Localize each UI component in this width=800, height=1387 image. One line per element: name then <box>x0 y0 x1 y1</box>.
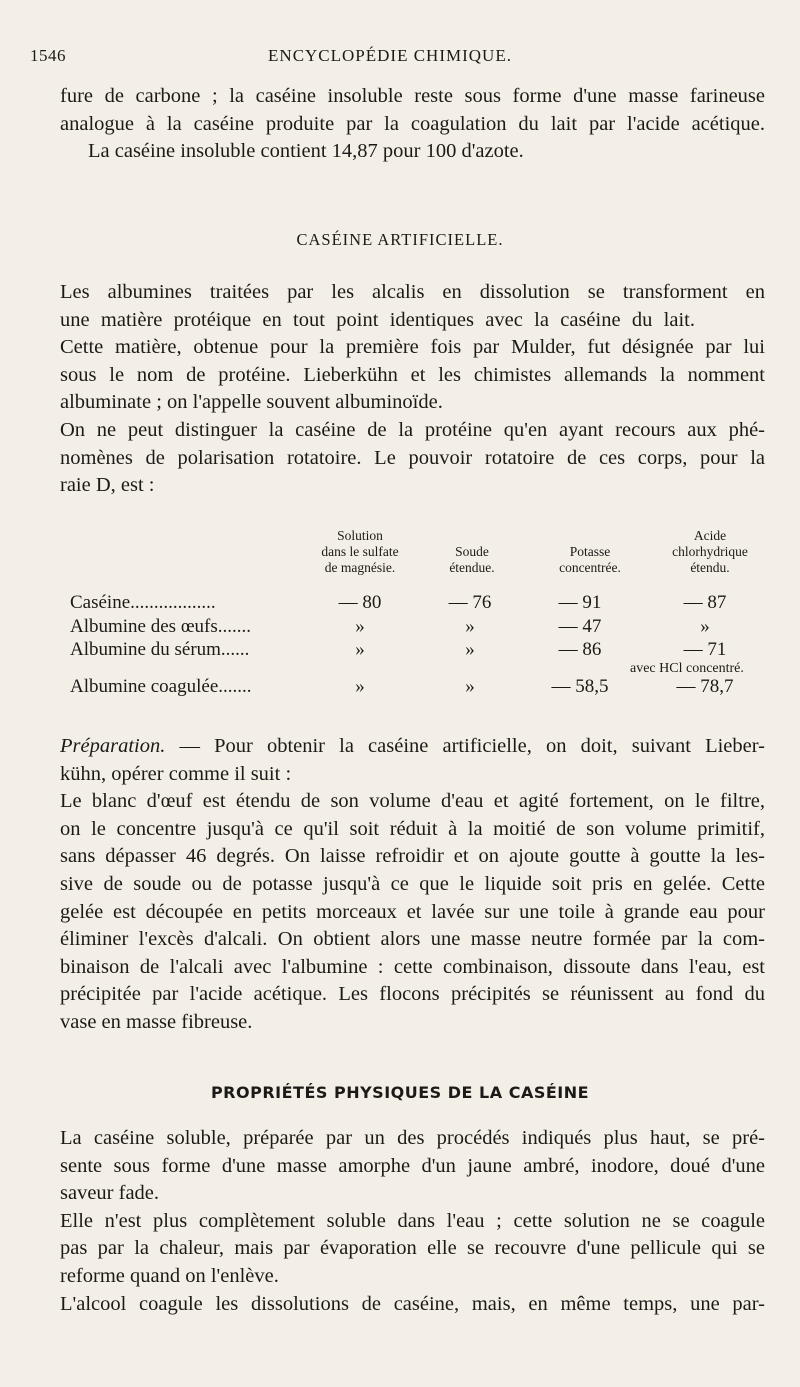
text-line: une matière protéique en tout point identiques avec la caséine du lait. <box>60 308 695 331</box>
text-line: analogue à la caséine produite par la coagulation du lait par l'acide acétique. <box>60 112 765 135</box>
text-line: La caséine soluble, préparée par un des procédés indiqués plus haut, se pré- <box>60 1127 765 1149</box>
section2-body <box>60 1125 765 1318</box>
column-header-line: Potasse <box>569 544 611 559</box>
table-cell: — 58,5 <box>551 676 609 697</box>
intro-paragraph <box>60 83 765 166</box>
text-line: Cette matière, obtenue pour la première fois par Mulder, fut désignée par lui <box>60 336 765 359</box>
text-line: vase en masse fibreuse. <box>60 1010 253 1033</box>
text-line: pas par la chaleur, mais par évaporation elle se recouvre d'une pellicule qui se <box>60 1237 765 1260</box>
text-span: — Pour obtenir la caséine artificielle, on doit, suivant Lieber- <box>165 735 765 757</box>
text-line: éliminer l'excès d'alcali. On obtient alors une masse neutre formée par la com- <box>60 928 765 951</box>
page-number: 1546 <box>30 46 66 65</box>
table-cell: » <box>465 639 475 660</box>
row-label: Albumine du sérum...... <box>70 639 250 660</box>
table-cell: » <box>355 616 365 637</box>
preparation-heading: Préparation. <box>60 735 166 757</box>
text-line: binaison de l'alcali avec l'albumine : cette combinaison, dissoute dans l'eau, est <box>60 955 765 978</box>
row-label: Albumine des œufs....... <box>70 616 252 637</box>
text-line: Elle n'est plus complètement soluble dans l'eau ; cette solution ne se coagule <box>60 1209 765 1232</box>
table-cell: — 47 <box>558 616 602 637</box>
column-header-line: Soude <box>455 544 489 559</box>
column-header-line: Solution <box>337 528 383 543</box>
section-title-proprietes-physiques: PROPRIÉTÉS PHYSIQUES DE LA CASÉINE <box>210 1083 590 1102</box>
text-line: sive de soude ou de potasse jusqu'à ce que le liquide soit pris en gelée. Cette <box>60 872 765 895</box>
section-title-caseine-artificielle: CASÉINE ARTIFICIELLE. <box>296 230 504 249</box>
table-cell: — 78,7 <box>676 676 734 697</box>
page-header <box>20 46 760 72</box>
running-title: ENCYCLOPÉDIE CHIMIQUE. <box>268 46 512 65</box>
column-header-line: concentrée. <box>559 560 621 575</box>
column-header-sulfate <box>300 528 420 576</box>
text-line: L'alcool coagule les dissolutions de caséine, mais, en même temps, une par- <box>60 1292 765 1315</box>
column-header-potasse <box>530 544 650 576</box>
text-line: raie D, est : <box>60 474 155 497</box>
table-cell: — 86 <box>558 639 602 660</box>
text-line: on le concentre jusqu'à ce qu'il soit réduit à la moitié de son volume primitif, <box>60 817 765 840</box>
row-label: Albumine coagulée....... <box>70 676 252 697</box>
text-line: kühn, opérer comme il suit : <box>60 762 292 785</box>
table-cell: » <box>465 616 475 637</box>
text-line: Les albumines traitées par les alcalis en dissolution se transforment en <box>60 281 765 303</box>
table-cell: » <box>700 616 710 637</box>
table-cell: — 76 <box>448 592 492 613</box>
text-line: saveur fade. <box>60 1182 160 1205</box>
table-cell: » <box>465 676 475 697</box>
text-line: nomènes de polarisation rotatoire. Le pouvoir rotatoire de ces corps, pour la <box>60 446 765 469</box>
text-line: gelée est découpée en petits morceaux et lavée sur une toile à grande eau pour <box>60 900 765 923</box>
text-line: fure de carbone ; la caséine insoluble reste sous forme d'une masse farineuse <box>60 85 765 107</box>
text-line: On ne peut distinguer la caséine de la protéine qu'en ayant recours aux phé- <box>60 418 765 441</box>
text-line: albuminate ; on l'appelle souvent albuminoïde. <box>60 391 443 414</box>
preparation-paragraph <box>60 733 765 1037</box>
table-row <box>60 676 765 700</box>
table-cell: — 71 <box>683 639 727 660</box>
table-cell: — 91 <box>558 592 602 613</box>
table-note: avec HCl concentré. <box>630 661 744 676</box>
row-label: Caséine.................. <box>70 592 216 613</box>
column-header-acide <box>650 528 770 576</box>
table-row <box>60 639 765 663</box>
text-line: La caséine insoluble contient 14,87 pour 100 d'azote. <box>88 140 524 163</box>
table-cell: — 80 <box>338 592 382 613</box>
column-header-line: étendu. <box>690 560 730 575</box>
section1-body <box>60 279 765 500</box>
column-header-line: Acide <box>693 528 727 543</box>
text-line: sous le nom de protéine. Lieberkühn et les chimistes allemands la nomment <box>60 363 765 386</box>
text-line: sans dépasser 46 degrés. On laisse refroidir et on ajoute goutte à goutte la les- <box>60 845 765 868</box>
table-cell: » <box>355 676 365 697</box>
column-header-line: étendue. <box>449 560 495 575</box>
column-header-line: dans le sulfate <box>321 544 399 559</box>
table-row <box>60 592 765 616</box>
table-cell: » <box>355 639 365 660</box>
table-cell: — 87 <box>683 592 727 613</box>
text-line: sente sous forme d'une masse amorphe d'un jaune ambré, inodore, doué d'une <box>60 1154 765 1177</box>
text-line: reforme quand on l'enlève. <box>60 1264 279 1287</box>
rotatory-power-table <box>60 522 765 702</box>
text-line: Le blanc d'œuf est étendu de son volume d'eau et agité fortement, on le filtre, <box>60 790 765 813</box>
column-header-line: de magnésie. <box>324 560 396 575</box>
text-line: précipitée par l'acide acétique. Les flocons précipités se réunissent au fond du <box>60 983 765 1006</box>
text-line <box>60 733 765 761</box>
column-header-line: chlorhydrique <box>672 544 748 559</box>
column-header-soude <box>422 544 522 576</box>
table-row <box>60 616 765 640</box>
